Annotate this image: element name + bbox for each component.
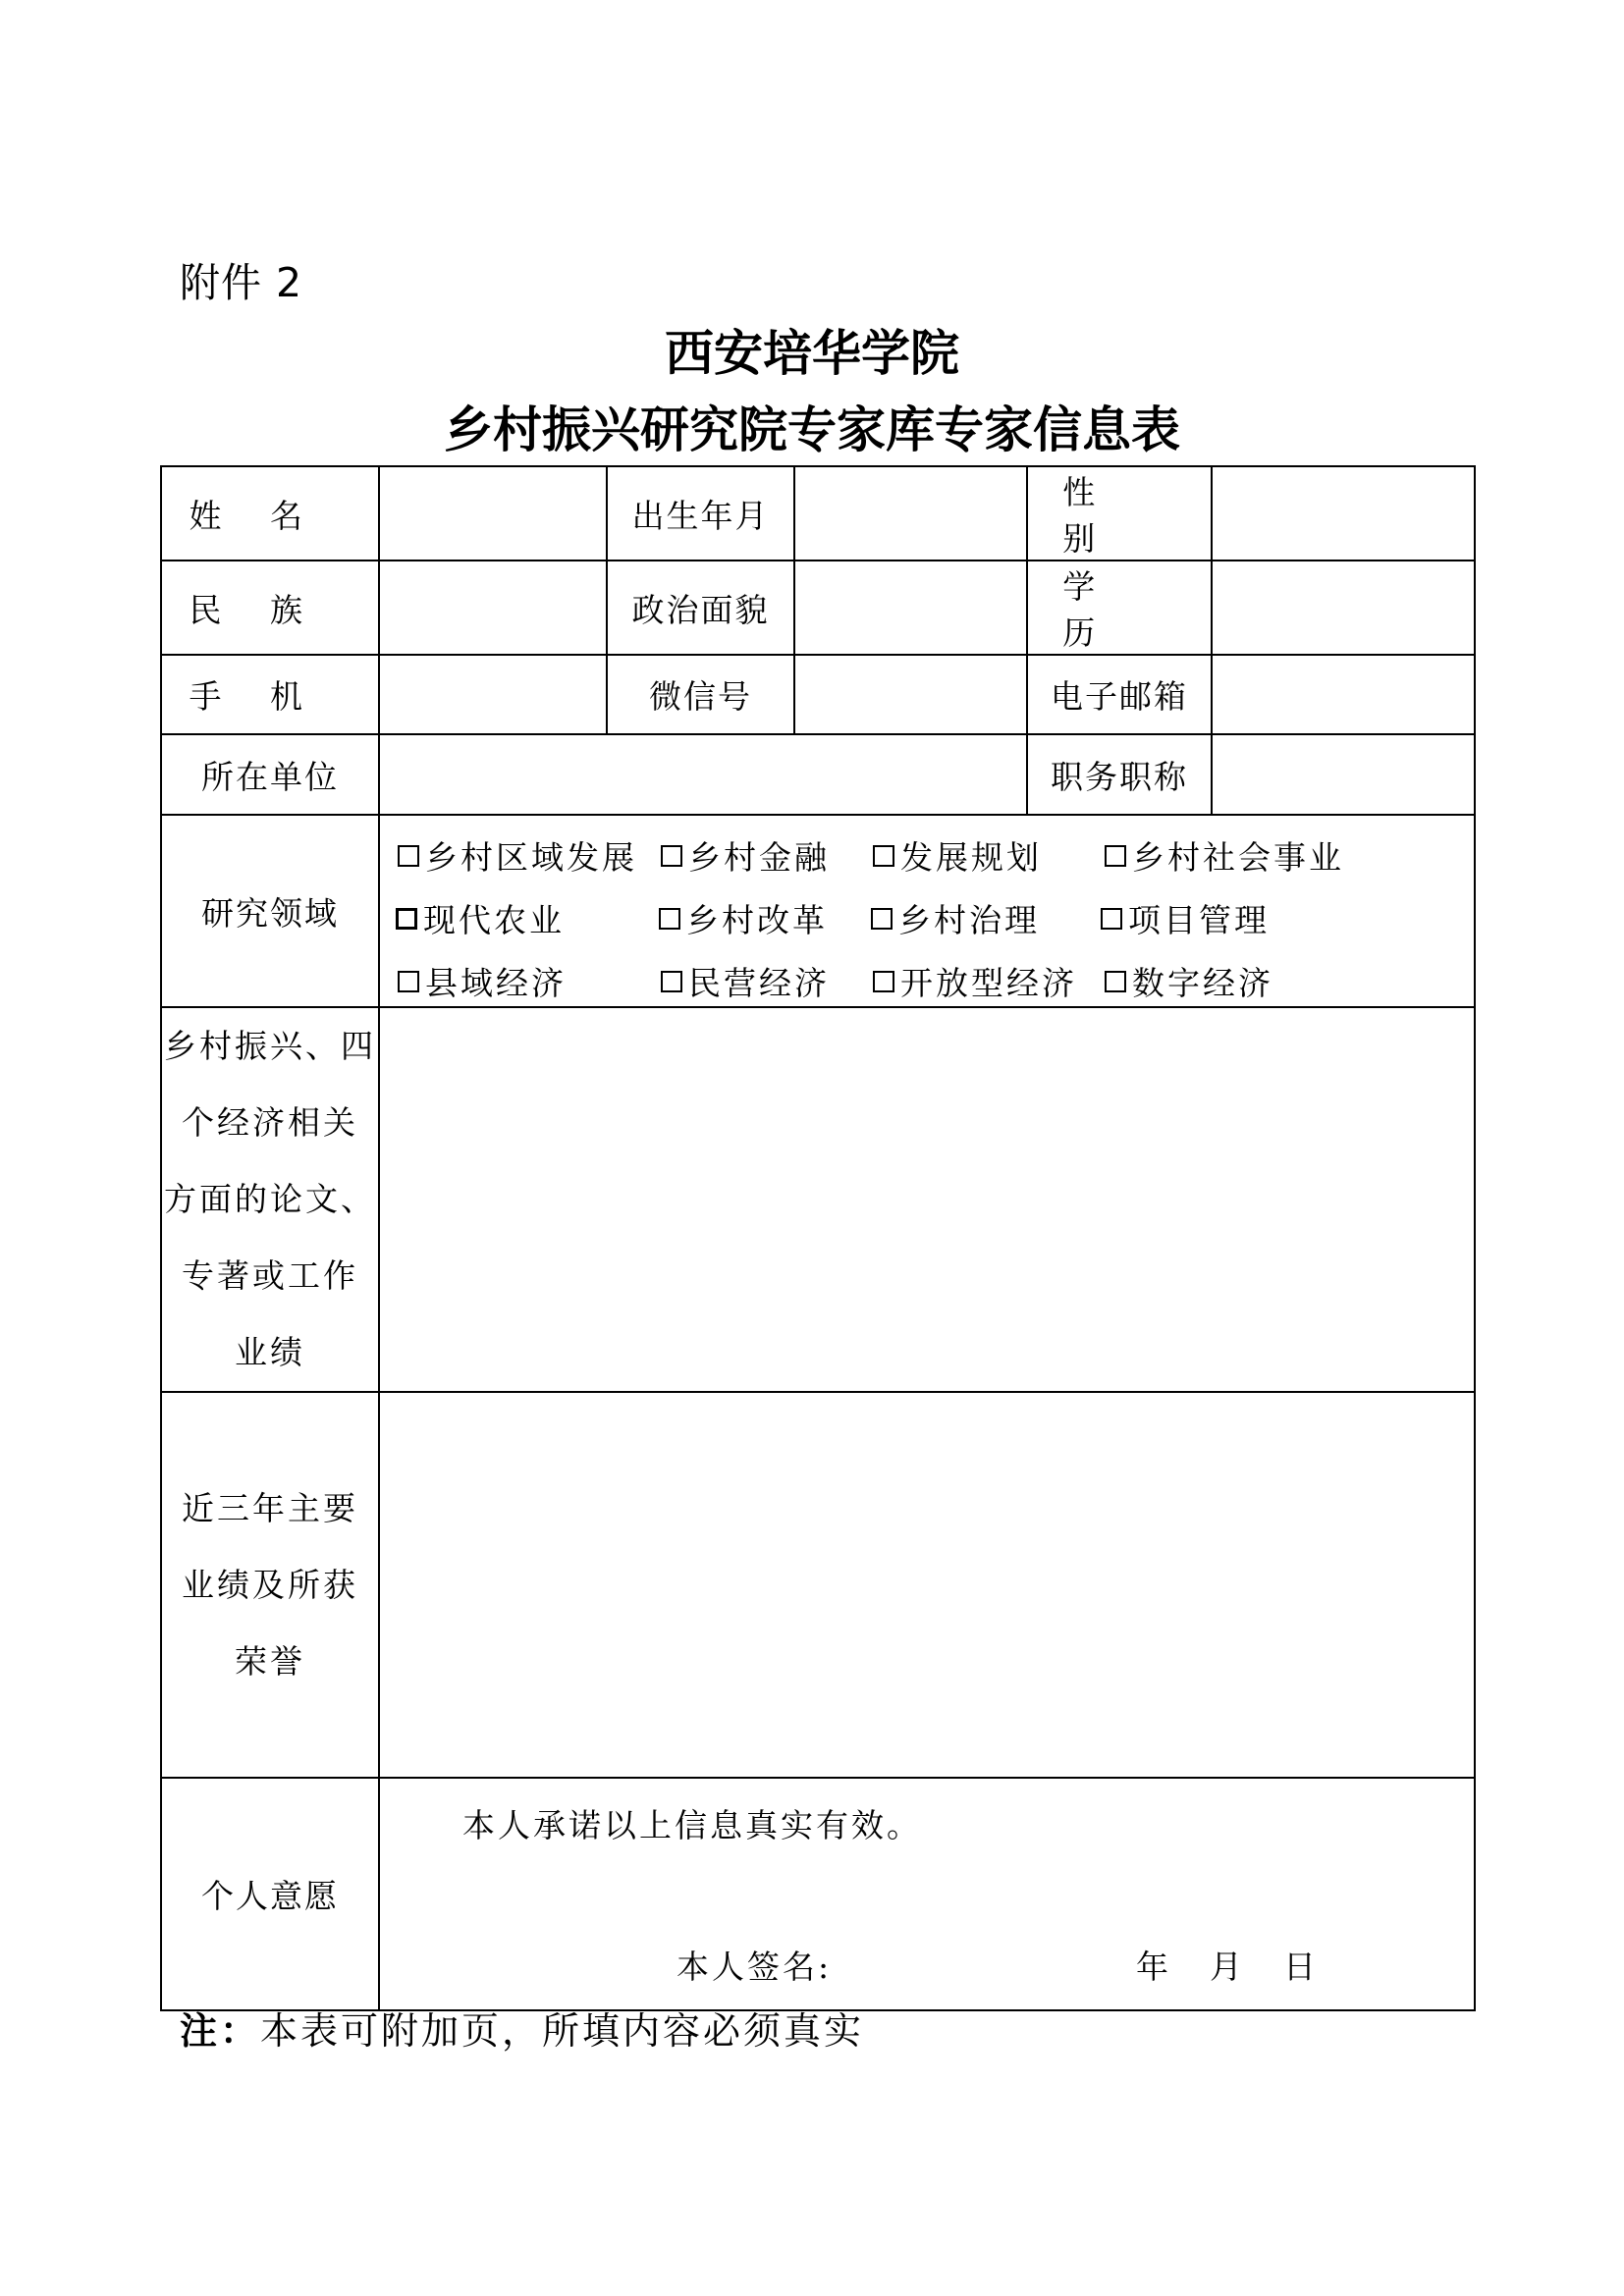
checkbox-icon[interactable] [661, 845, 682, 867]
research-option[interactable]: 发展规划 [873, 832, 1042, 879]
research-option[interactable]: 项目管理 [1101, 895, 1270, 941]
checkbox-icon[interactable] [659, 908, 680, 930]
birth-label: 出生年月 [607, 466, 794, 561]
date-year-label: 年 [1136, 1948, 1168, 1986]
gender-input-cell[interactable] [1212, 466, 1475, 561]
table-row [161, 815, 1475, 1007]
intent-label: 个人意愿 [161, 1778, 379, 2010]
job-title-label: 职务职称 [1027, 734, 1212, 815]
research-option[interactable]: 乡村区域发展 [398, 832, 637, 879]
footnote-prefix: 注： [180, 2008, 261, 2053]
research-option[interactable]: 现代农业 [396, 895, 565, 941]
research-option[interactable]: 乡村金融 [661, 832, 830, 879]
ethnicity-input-cell[interactable] [379, 561, 607, 655]
phone-input-cell[interactable] [379, 655, 607, 734]
achievements-label: 近三年主要 业绩及所获 荣誉 [161, 1392, 379, 1778]
job-title-input-cell[interactable] [1212, 734, 1475, 815]
signature-date[interactable] [1136, 1942, 1316, 1988]
table-row [161, 1778, 1475, 2010]
table-row [161, 734, 1475, 815]
papers-label: 乡村振兴、四 个经济相关 方面的论文、 专著或工作 业绩 [161, 1007, 379, 1392]
research-option[interactable]: 乡村改革 [659, 895, 828, 941]
ethnicity-label: 民族 [161, 561, 379, 655]
research-option[interactable]: 数字经济 [1105, 958, 1273, 1004]
phone-label: 手机 [161, 655, 379, 734]
signature-label: 本人签名: [677, 1948, 833, 1986]
checkbox-icon[interactable] [873, 971, 894, 992]
achievements-input-cell[interactable] [379, 1392, 1475, 1778]
table-row [161, 655, 1475, 734]
research-option[interactable]: 乡村社会事业 [1105, 832, 1344, 879]
name-input-cell[interactable] [379, 466, 607, 561]
checkbox-icon[interactable] [1105, 971, 1126, 992]
footnote [180, 2001, 864, 2055]
checkbox-icon[interactable] [661, 971, 682, 992]
name-label: 姓名 [161, 466, 379, 561]
birth-input-cell[interactable] [794, 466, 1027, 561]
expert-info-table [160, 465, 1476, 2011]
checkbox-icon[interactable] [398, 845, 419, 867]
form-title: 乡村振兴研究院专家库专家信息表 [444, 400, 1180, 458]
form-title-institution: 西安培华学院 [665, 324, 959, 382]
table-row [161, 561, 1475, 655]
checkbox-icon[interactable] [873, 845, 894, 867]
date-month-label: 月 [1210, 1948, 1242, 1986]
table-row [161, 1007, 1475, 1392]
date-day-label: 日 [1283, 1948, 1316, 1986]
gender-label: 性别 [1027, 466, 1212, 561]
table-row [161, 466, 1475, 561]
education-input-cell[interactable] [1212, 561, 1475, 655]
org-label: 所在单位 [161, 734, 379, 815]
footnote-text: 本表可附加页，所填内容必须真实 [260, 2009, 865, 2053]
research-options-cell [379, 815, 1475, 1007]
checkbox-icon[interactable] [871, 908, 893, 930]
research-field-label: 研究领域 [161, 815, 379, 1007]
education-label: 学历 [1027, 561, 1212, 655]
table-row [161, 1392, 1475, 1778]
political-label: 政治面貌 [607, 561, 794, 655]
intent-cell [379, 1778, 1475, 2010]
research-option[interactable]: 乡村治理 [871, 895, 1040, 941]
research-option[interactable]: 开放型经济 [873, 958, 1077, 1004]
checkbox-icon[interactable] [1101, 908, 1122, 930]
email-input-cell[interactable] [1212, 655, 1475, 734]
attachment-label: 附件 2 [180, 259, 303, 306]
research-option[interactable]: 县域经济 [398, 958, 567, 1004]
promise-text: 本人承诺以上信息真实有效。 [462, 1806, 922, 1844]
wechat-label: 微信号 [607, 655, 794, 734]
checkbox-icon[interactable] [1105, 845, 1126, 867]
research-option[interactable]: 民营经济 [661, 958, 830, 1004]
wechat-input-cell[interactable] [794, 655, 1027, 734]
org-input-cell[interactable] [379, 734, 1027, 815]
papers-input-cell[interactable] [379, 1007, 1475, 1392]
email-label: 电子邮箱 [1027, 655, 1212, 734]
political-input-cell[interactable] [794, 561, 1027, 655]
checkbox-icon[interactable] [396, 908, 417, 930]
checkbox-icon[interactable] [398, 971, 419, 992]
